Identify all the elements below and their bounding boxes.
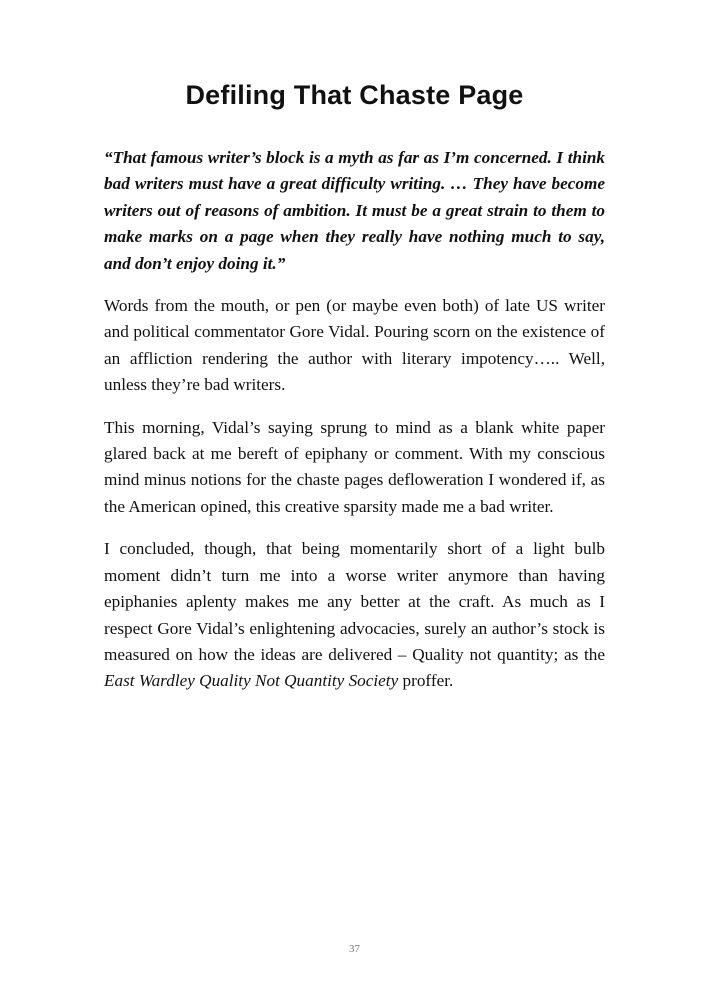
paragraph-2: This morning, Vidal’s saying sprung to mind as a blank white paper glared back at me bereft of epiphany or comment. With my conscious mind minus notions for the chaste pages defloweration I wondered if, as the American opined, this creative sparsity made me a bad writer. xyxy=(104,417,605,516)
paragraph-3 xyxy=(104,536,605,694)
page-title: Defiling That Chaste Page xyxy=(185,80,524,110)
opening-quote: “That famous writer’s block is a myth as far as I’m concerned. I think bad writers must have a great difficulty writing. … They have become writers out of reasons of ambition. It must be a great strain to them to make marks on a page when they really have nothing much to say, and don’t enjoy doing it.” xyxy=(104,148,605,273)
paragraph-3-text-after: proffer. xyxy=(398,671,454,691)
paragraph-1: Words from the mouth, or pen (or maybe even both) of late US writer and political commentator Gore Vidal. Pouring scorn on the existence of an affliction rendering the author with literary impotency….. Well, unless they’re bad writers. xyxy=(104,296,605,395)
paragraph-3-text-before: I concluded, though, that being momentarily short of a light bulb moment didn’t turn me into a worse writer anymore than having epiphanies aplenty makes me any better at the craft. As much as I respect Gore Vidal’s enlightening advocacies, surely an author’s stock is measured on how the ideas are delivered – Quality not quantity; as the xyxy=(104,539,605,664)
article-body xyxy=(104,145,605,711)
society-name-emphasis: East Wardley Quality Not Quantity Society xyxy=(104,671,399,691)
page-number: 37 xyxy=(349,943,360,955)
